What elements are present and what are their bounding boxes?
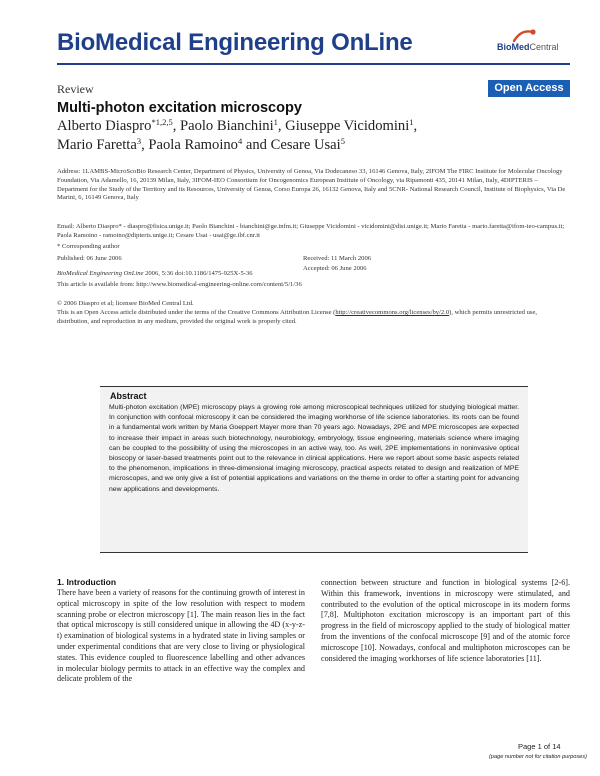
publisher-name-light: Central <box>529 42 559 52</box>
abstract-heading: Abstract <box>110 391 147 401</box>
journal-title: BioMedical Engineering OnLine <box>57 29 413 56</box>
section-heading: 1. Introduction <box>57 577 117 587</box>
author: Paola Ramoino$^4$ <box>148 136 243 153</box>
author: Mario Faretta$^3$ <box>57 136 142 153</box>
corresponding-author-note: * Corresponding author <box>57 243 120 250</box>
copyright-line: © 2006 Diaspro et al; licensee BioMed Central Ltd. <box>57 300 194 307</box>
abstract-text: Multi-photon excitation (MPE) microscopy plays a growing role among microscopical techniques utilized for studying biological matter. In conjunction with confocal microscopy it can be considered the imaging workhorse of life science laboratories. Its roots can be found in a fundamental work written by Maria Goeppert Mayer more than 70 years ago. Nowadays, 2PE and MPE microscopes are expected to increase their impact in areas such biotechnology, neurobiology, embryology, tissue engineering, materials science where imaging can be coupled to the possibility of using the microscopes in an active way, too. As well, 2PE implementations in noninvasive optical bioscopy or laser-based treatments point out to the relevance in clinical applications. Here we report about some basic aspects related to the phenomenon, implications in three-dimensional imaging microscopy, practical aspects related to design and realization of MPE microscopes, and we only give a list of potential applications and variations on the theme in order to offer a starting point for advancing new applications and developments. <box>109 404 519 493</box>
article-url[interactable]: This article is available from: http://www.biomedical-engineering-online.com/content/5/1/36 <box>57 281 302 288</box>
abstract-box <box>100 386 528 553</box>
citation: BioMedical Engineering OnLine 2006, 5:36 doi:10.1186/1475-925X-5-36 <box>57 270 253 277</box>
body-column-left: There have been a variety of reasons for the continuing growth of interest in optical microscopy in spite of the low resolution with respect to modern scanning probe or electron microscopy [1]. The main reason lies in the fact that optical microscopy is still considered unique in allowing the 4D (x-y-z-t) examination of biological systems in a hydrated state in living samples or under experimental conditions that are very close to living or physiological states. This evidence coupled to fluorescence labelling and other advances in molecular biology permits to attack in an effective way the complex and delicate problem of the <box>57 588 305 684</box>
license-text: This is an Open Access article distributed under the terms of the Creative Commons Attribution License (http://creativecommons.org/licenses/by/2.0), which permits unrestricted use, distribution, and reproduction in any medium, provided the original work is properly cited. <box>57 309 538 325</box>
published-date: Published: 06 June 2006 <box>57 255 122 262</box>
license-link[interactable]: http://creativecommons.org/licenses/by/2.0 <box>335 309 450 316</box>
affiliations: Address: 1LAMBS-MicroScoBio Research Center, Department of Physics, University of Genoa, Via Dodecaneso 33, 16146 Genova, Italy, 2IFOM The FIRC Institute for Molecular Oncology Foundation, Via Adamello, 16, 20139 Milan, Italy, 3IFOM-IEO Consortium for Oncogenomics European Institute of Oncology, via Ripamonti 435, 20141 Milan, Italy, 4DIPTERIS – Department for the Study of the Territory and its Resources, University of Genoa, Corso Europa 26, 16132 Genova, Italy and 5CNR- National Research Council, Institute of Biophysics, Via De Marini, 6, 16149 Genova, Italy <box>57 168 566 202</box>
received-date: Received: 11 March 2006 <box>303 255 372 262</box>
open-access-badge: Open Access <box>488 80 570 97</box>
publisher-arc-icon <box>511 27 537 43</box>
accepted-date: Accepted: 06 June 2006 <box>303 265 367 272</box>
article-title: Multi-photon excitation microscopy <box>57 100 302 116</box>
page-number: Page 1 of 14 <box>518 742 561 751</box>
publisher-logo <box>487 27 567 57</box>
author: Alberto Diaspro$^{*1,2,5}$ <box>57 117 173 134</box>
author-list: Alberto Diaspro$^{*1,2,5}$, Paolo Bianchini$^1$, Giuseppe Vicidomini$^1$, Mario Faretta$^3$, Paola Ramoino$^4$ and Cesare Usai$^5$ <box>57 117 418 153</box>
header-rule <box>57 63 570 65</box>
license-block <box>57 299 570 326</box>
author: Cesare Usai$^5$ <box>270 136 345 153</box>
body-column-right: connection between structure and function in biological systems [2-6]. Within this framework, inventions in microscopy were stimulated, and contributed to the evolution of the optical microscope in its modern forms [7,8]. Multiphoton excitation microscopy is an important part of this progress in the field of microscopy applied to the study of biological matter from the inventions of the confocal microscope [9] and of the atomic force microscope [10]. Nowadays, confocal and multiphoton microscopes can be considered the imaging workhorses of life science laboratories [11]. <box>321 578 570 663</box>
publisher-name-bold: BioMed <box>497 42 530 52</box>
author: Paolo Bianchini$^1$ <box>179 117 278 134</box>
page-number-note: (page number not for citation purposes) <box>489 754 587 760</box>
author-emails: Email: Alberto Diaspro* - diaspro@fisica.unige.it; Paolo Bianchini - bianchini@ge.infm.it; Giuseppe Vicidomini - vicidomini@disi.unige.it; Mario Faretta - mario.faretta@ifom-ieo-campus.it; Paola Ramoino - ramoino@dipteris.unige.it; Cesare Usai - usai@ge.ibf.cnr.it <box>57 223 565 239</box>
article-type: Review <box>57 82 94 96</box>
author: Giuseppe Vicidomini$^1$ <box>285 117 414 134</box>
